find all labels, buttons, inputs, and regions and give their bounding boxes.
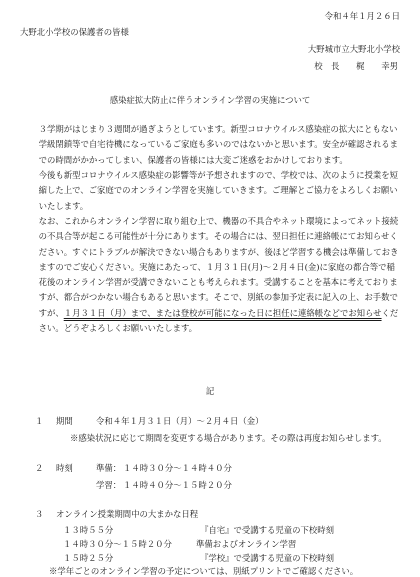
section-3-number: ３ [35, 509, 44, 519]
schedule-desc: 『自宅』で受講する児童の下校時刻 [200, 525, 334, 535]
schedule-time: １３時５５分 [63, 525, 114, 535]
paragraph-2-text: 今後も新型コロナウイルス感染症の影響等が予想されますので、学校では、次のように授業を短縮した上で、ご家庭でのオンライン学習を実施していきます。ご理解とご協力をよろしくお願いいたします。 [38, 170, 399, 211]
schedule-desc: 準備およびオンライン学習 [196, 539, 297, 549]
section-2-number: ２ [35, 463, 44, 473]
schedule-time: １５時２５分 [63, 553, 114, 563]
section-2-label: 時刻 [56, 463, 73, 473]
date: 令和４年１月２６日 [324, 11, 400, 21]
addressee: 大野北小学校の保護者の皆様 [20, 27, 129, 37]
section-1-note: ※感染状況に応じて期間を変更する場合があります。その際は再度お知らせします。 [70, 433, 387, 443]
section-3-label: オンライン授業期間中の大まかな日程 [56, 509, 199, 519]
time-row-value: １４時３０分～１４時４０分 [123, 463, 232, 473]
underlined-deadline: １月３１日（月）まで、または登校が可能になった日に担任に連絡帳などでお知らせ [63, 307, 382, 318]
section-1-number: １ [35, 416, 44, 426]
paragraph-2 [30, 168, 402, 214]
sender-principal: 校 長 梶 幸男 [314, 61, 398, 71]
paragraph-3 [30, 214, 402, 336]
paragraph-3-text-a: なお、これからオンライン学習に取り組む上で、機器の不具合やネット環境によってネット接続の不具合等が起こる可能性が十分にあります。その場合には、翌日担任に連絡帳にてお知らせください。すぐにトラブルが解決できない場合もありますが、後ほど学習する機会は準備しておきますのでご安心ください。実施にあたって、１月３１日(月)～２月４日(金)に家庭の都合等で稲花後のオンライン学習が受講できないことも考えられます。受講することを基本に考えておりますが、都合がつかない場合もあると思います。そこで、別紙の参加予定表に記入の上、お手数ですが、 [38, 216, 399, 318]
time-row-label: 学習： [96, 480, 122, 490]
paragraph-1 [30, 122, 402, 168]
section-1-period: 令和４年１月３１日（月）～２月４日（金） [96, 416, 264, 426]
paragraph-3-text-b: ください。どうぞよろしくお願いいたします。 [38, 307, 399, 334]
letter-title: 感染症拡大防止に伴うオンライン学習の実施について [109, 95, 311, 105]
paragraph-3-text [30, 214, 402, 336]
section-1-label: 期間 [56, 416, 73, 426]
time-row-label: 準備： [96, 463, 122, 473]
sender-school: 大野城市立大野北小学校 [307, 44, 400, 54]
section-3-note: ※学年ごとのオンライン学習の予定については、別紙プリントでご確認ください。 [49, 566, 359, 576]
schedule-time: １４時３０分～１５時２０分 [63, 539, 172, 549]
ki-heading: 記 [205, 386, 215, 396]
schedule-desc: 『学校』で受講する児童の下校時刻 [200, 553, 334, 563]
time-row-value: １４時４０分～１５時２０分 [123, 480, 232, 490]
paragraph-1-text: ３学期がはじまり３週間が過ぎようとしています。新型コロナウイルス感染症の拡大にともない学級閉鎖等で自宅待機になっているご家庭も多いのではないかと思います。安全が確認されるまでの時間がかかってしまい、保護者の皆様には大変ご迷惑をおかけしております。 [38, 124, 399, 165]
